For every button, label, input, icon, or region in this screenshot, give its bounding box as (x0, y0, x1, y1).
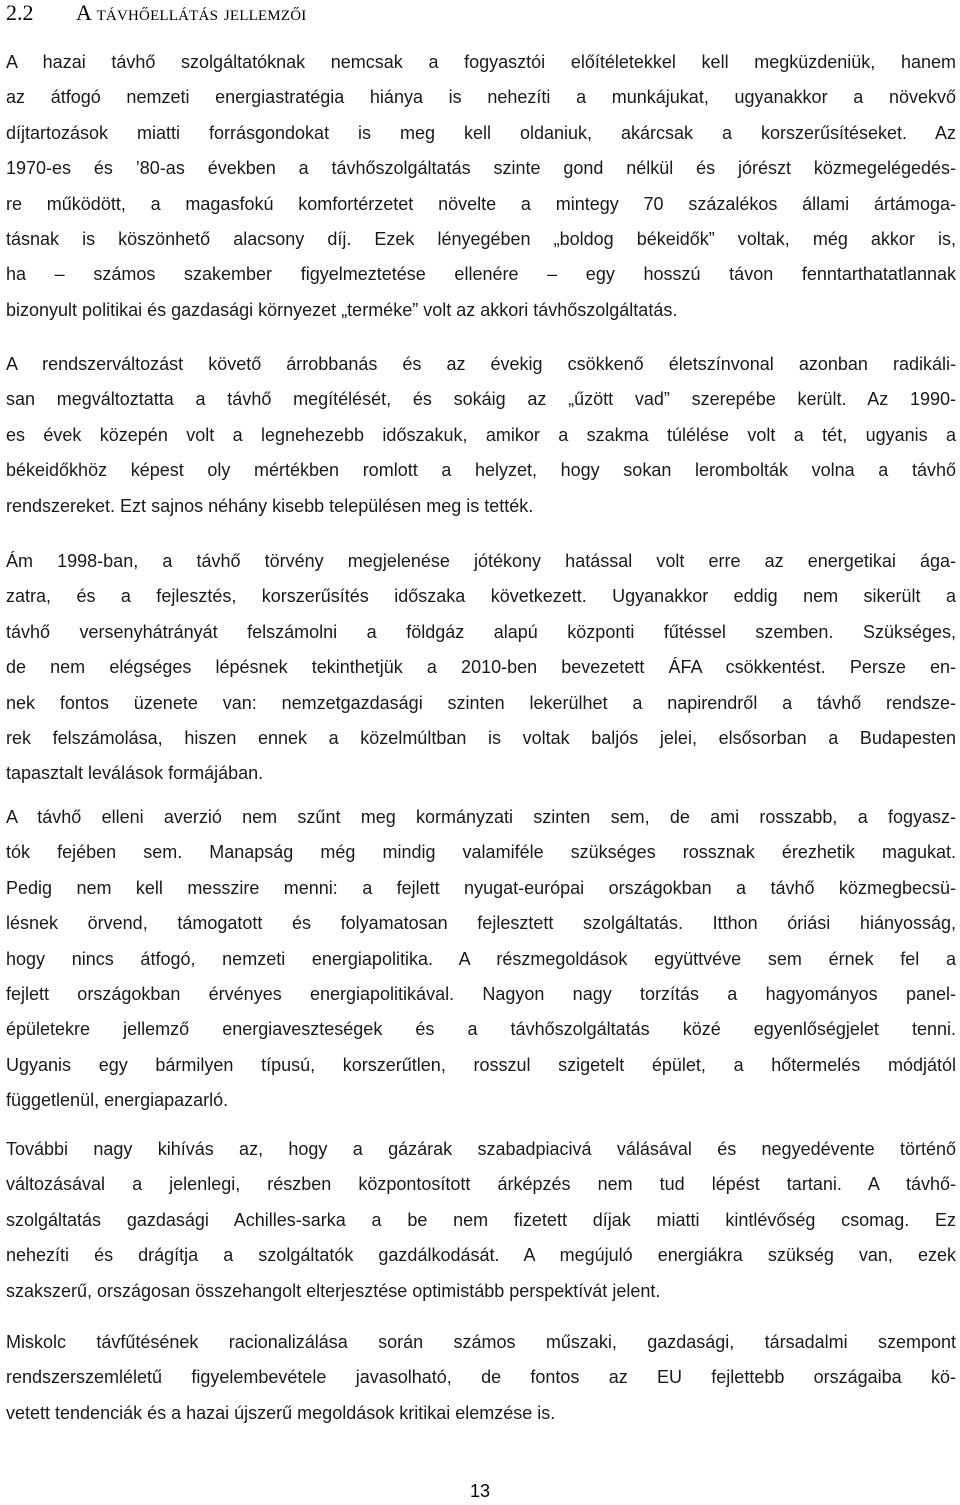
text-line: nek fontos üzenete van: nemzetgazdasági szinten lekerülhet a napirendről a távhő rendsze- (6, 692, 956, 713)
section-heading (6, 0, 306, 26)
text-line: épületekre jellemző energiaveszteségek és a távhőszolgáltatás közé egyenlőségjelet tenni. (6, 1019, 956, 1040)
text-line: függetlenül, energiapazarló. (6, 1090, 229, 1111)
text-line: rendszereket. Ezt sajnos néhány kisebb településen meg is tették. (6, 495, 534, 516)
paragraph-5 (6, 1132, 956, 1309)
paragraph-6 (6, 1325, 956, 1431)
text-line: szakszerű, országosan összehangolt elterjesztése optimistább perspektívát jelent. (6, 1280, 661, 1301)
text-line: tapasztalt leválások formájában. (6, 763, 264, 784)
text-line: tók fejében sem. Manapság még mindig valamiféle szükséges rossznak érezhetik magukat. (6, 842, 956, 863)
text-line: További nagy kihívás az, hogy a gázárak szabadpiacivá válásával és negyedévente történő (6, 1139, 956, 1159)
text-line: az átfogó nemzeti energiastratégia hiánya is nehezíti a munkájukat, ugyanakkor a növekvő (6, 87, 956, 108)
text-line: Pedig nem kell messzire menni: a fejlett nyugat-európai országokban a távhő közmegbecsü- (6, 877, 956, 898)
text-line: es évek közepén volt a legnehezebb időszakuk, amikor a szakma túlélése volt a tét, ugyanis a (6, 424, 956, 445)
text-line: Ugyanis egy bármilyen típusú, korszerűtlen, rosszul szigetelt épület, a hőtermelés módjától (6, 1054, 956, 1075)
text-line: vetett tendenciák és a hazai újszerű megoldások kritikai elemzése is. (6, 1402, 556, 1423)
text-line: A távhő elleni averzió nem szűnt meg kormányzati szinten sem, de ami rosszabb, a fogyasz- (6, 807, 956, 827)
text-line: szolgáltatás gazdasági Achilles-sarka a be nem fizetett díjak miatti kintlévőség csomag. Ez (6, 1209, 956, 1230)
text-line: re működött, a magasfokú komfortérzetet növelte a mintegy 70 százalékos állami ártámoga- (6, 193, 956, 214)
page-number: 13 (469, 1481, 491, 1501)
section-title: A távhőellátás jellemzői (76, 0, 307, 25)
text-line: fejlett országokban érvényes energiapolitikával. Nagyon nagy torzítás a hagyományos panel- (6, 983, 956, 1004)
text-line: bizonyult politikai és gazdasági környezet „terméke” volt az akkori távhőszolgáltatás. (6, 299, 678, 320)
text-line: A hazai távhő szolgáltatóknak nemcsak a fogyasztói előítéletekkel kell megküzdeniük, hanem (6, 52, 956, 72)
text-line: Miskolc távfűtésének racionalizálása során számos műszaki, gazdasági, társadalmi szempont (6, 1332, 956, 1352)
text-line: békeidőkhöz képest oly mértékben romlott a helyzet, hogy sokan lerombolták volna a távhő (6, 460, 956, 481)
text-line: rek felszámolása, hiszen ennek a közelmúltban is voltak baljós jelei, elsősorban a Budapesten (6, 727, 956, 748)
text-line: hogy nincs átfogó, nemzeti energiapolitika. A részmegoldások együttvéve sem érnek fel a (6, 948, 956, 969)
text-line: zatra, és a fejlesztés, korszerűsítés időszaka következett. Ugyanakkor eddig nem sikerült a (6, 586, 956, 607)
paragraph-4 (6, 800, 956, 1119)
paragraph-1 (6, 45, 956, 328)
text-line: san megváltoztatta a távhő megítélését, és sokáig az „űzött vad” szerepébe került. Az 1990- (6, 389, 956, 410)
paragraph-3 (6, 544, 956, 792)
text-line: változásával a jelenlegi, részben központosított árképzés nem tud lépést tartani. A távhő- (6, 1174, 956, 1195)
text-line: de nem elégséges lépésnek tekinthetjük a 2010-ben bevezetett ÁFA csökkentést. Persze en- (6, 657, 956, 678)
text-line: lésnek örvend, támogatott és folyamatosan fejlesztett szolgáltatás. Itthon óriási hiányosság, (6, 913, 956, 934)
section-number: 2.2 (6, 0, 34, 25)
text-line: távhő versenyhátrányát felszámolni a földgáz alapú központi fűtéssel szemben. Szükséges, (6, 621, 956, 642)
text-line: A rendszerváltozást követő árrobbanás és az évekig csökkenő életszínvonal azonban radikáli- (6, 354, 956, 374)
text-line: Ám 1998-ban, a távhő törvény megjelenése jótékony hatással volt erre az energetikai ága- (6, 551, 956, 571)
text-line: rendszerszemléletű figyelembevétele javasolható, de fontos az EU fejlettebb országaiba kö- (6, 1367, 956, 1388)
text-line: tásnak is köszönhető alacsony díj. Ezek lényegében „boldog békeidők” voltak, még akkor is, (6, 228, 956, 249)
text-line: nehezíti és drágítja a szolgáltatók gazdálkodását. A megújuló energiákra szükség van, ezek (6, 1245, 956, 1266)
text-line: díjtartozások miatti forrásgondokat is meg kell oldaniuk, akárcsak a korszerűsítéseket. Az (6, 122, 956, 143)
paragraph-2 (6, 347, 956, 524)
text-line: 1970-es és ’80-as években a távhőszolgáltatás szinte gond nélkül és jórészt közmegelégedés- (6, 158, 956, 179)
text-line: ha – számos szakember figyelmeztetése ellenére – egy hosszú távon fenntarthatatlannak (6, 264, 956, 285)
